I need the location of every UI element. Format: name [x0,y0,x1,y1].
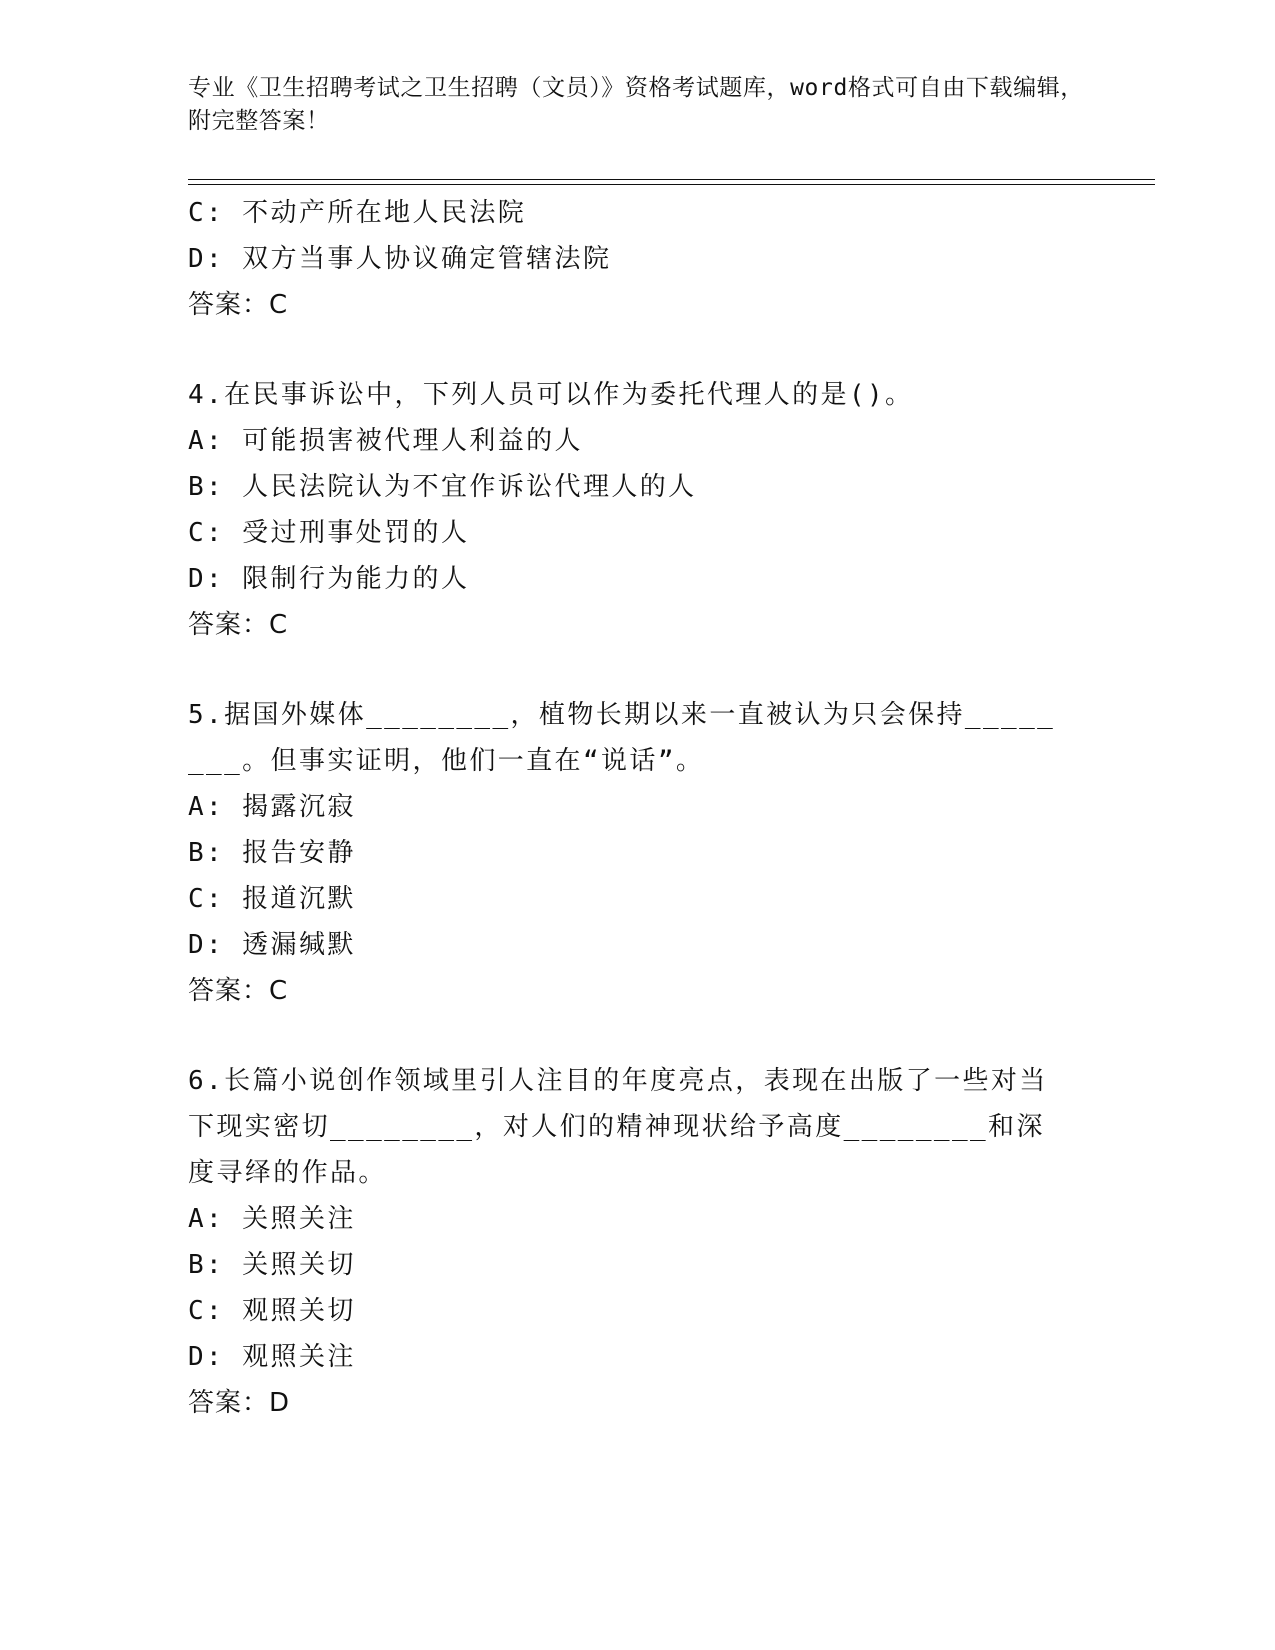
option-c: C: 报道沉默 [188,884,356,914]
option-a: A: 关照关注 [188,1204,356,1234]
option-c: C: 受过刑事处罚的人 [188,518,470,548]
question-stem: 4.在民事诉讼中，下列人员可以作为委托代理人的是()。 [188,380,914,410]
answer-text: 答案：C [188,610,289,640]
answer-text: 答案：C [188,290,289,320]
option-d: D: 观照关注 [188,1342,356,1372]
option-a: A: 揭露沉寂 [188,792,356,822]
answer-text: 答案：C [188,976,289,1006]
question-6 [188,1058,1068,1426]
spacer [188,1014,1068,1058]
question-stem: 5.据国外媒体________，植物长期以来一直被认为只会保持________。但事实证明，他们一直在“说话”。 [188,700,1056,776]
option-b: B: 关照关切 [188,1250,356,1280]
spacer [188,648,1068,692]
header-title: 专业《卫生招聘考试之卫生招聘（文员）》资格考试题库，word格式可自由下载编辑，附完整答案！ [188,75,1084,134]
option-b: B: 报告安静 [188,838,356,868]
option-c: C: 不动产所在地人民法院 [188,198,527,228]
option-d: D: 双方当事人协议确定管辖法院 [188,244,612,274]
question-3 [188,190,1068,328]
header-divider-bottom [188,184,1155,185]
option-d: D: 限制行为能力的人 [188,564,470,594]
spacer [188,328,1068,372]
question-list [188,190,1068,1426]
header-divider-top [188,179,1155,180]
answer-text: 答案：D [188,1388,291,1418]
question-4 [188,372,1068,648]
option-d: D: 透漏缄默 [188,930,356,960]
question-stem: 6.长篇小说创作领域里引人注目的年度亮点，表现在出版了一些对当下现实密切________，对人们的精神现状给予高度________和深度寻绎的作品。 [188,1066,1048,1188]
option-c: C: 观照关切 [188,1296,356,1326]
question-5 [188,692,1068,1014]
option-b: B: 人民法院认为不宜作诉讼代理人的人 [188,472,697,502]
option-a: A: 可能损害被代理人利益的人 [188,426,583,456]
document-header [188,72,1088,138]
